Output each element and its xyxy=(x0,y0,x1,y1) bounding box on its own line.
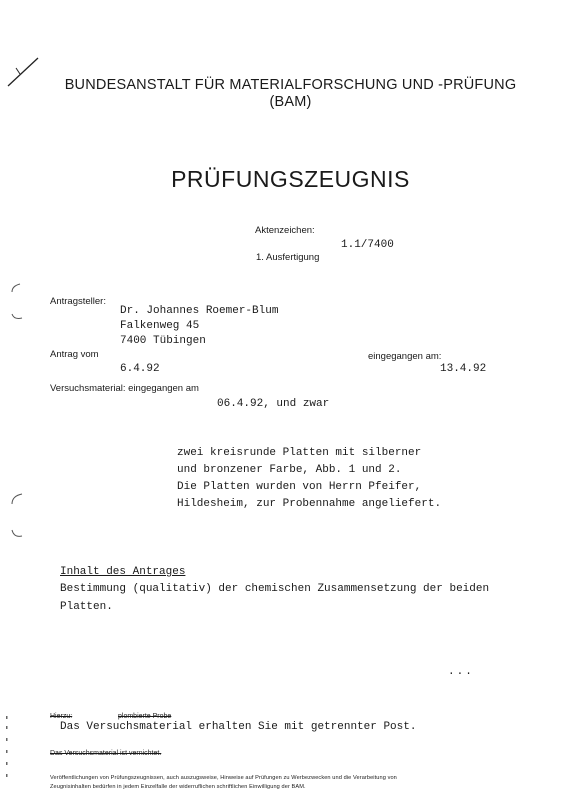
applicant-name: Dr. Johannes Roemer-Blum xyxy=(120,305,279,317)
continuation-dots: ... xyxy=(448,666,474,678)
request-date-label: Antrag vom xyxy=(50,349,99,360)
punch-hole-mark xyxy=(6,490,26,550)
received-date-label: eingegangen am: xyxy=(368,351,442,362)
request-content-line: Bestimmung (qualitativ) der chemischen Zusammensetzung der beiden xyxy=(60,583,490,595)
request-content-line: Platten. xyxy=(60,601,113,613)
institution-name: BUNDESANSTALT FÜR MATERIALFORSCHUNG UND -PRÜFUNG xyxy=(64,77,517,93)
edge-dots-mark xyxy=(2,712,12,792)
request-date: 6.4.92 xyxy=(120,363,160,375)
publication-notice-line: Veröffentlichungen von Prüfungszeugnissen, auch auszugsweise, Hinweise auf Prüfungen zu Werbezwecken und die Verarbeitung von xyxy=(50,775,397,781)
document-title: PRÜFUNGSZEUGNIS xyxy=(171,166,410,192)
sealed-sample-option: plombierte Probe xyxy=(118,713,172,720)
applicant-label: Antragsteller: xyxy=(50,296,106,307)
reference-number: 1.1/7400 xyxy=(341,239,394,251)
applicant-street: Falkenweg 45 xyxy=(120,320,200,332)
material-description-line: zwei kreisrunde Platten mit silberner xyxy=(177,447,422,459)
applicant-city: 7400 Tübingen xyxy=(120,335,206,347)
received-date: 13.4.92 xyxy=(440,363,487,375)
return-notice: Das Versuchsmaterial erhalten Sie mit getrennter Post. xyxy=(60,721,417,733)
reference-label: Aktenzeichen: xyxy=(255,225,315,236)
destroyed-option: Das Versuchsmaterial ist vernichtet. xyxy=(50,750,162,757)
material-description-line: und bronzener Farbe, Abb. 1 und 2. xyxy=(177,464,402,476)
material-description-line: Hildesheim, zur Probennahme angeliefert. xyxy=(177,498,442,510)
material-label: Versuchsmaterial: eingegangen am xyxy=(50,383,199,394)
material-description-line: Die Platten wurden von Herrn Pfeifer, xyxy=(177,481,422,493)
enclosure-label: Hierzu: xyxy=(50,713,73,720)
institution-abbreviation: (BAM) xyxy=(269,94,312,110)
punch-hole-mark xyxy=(6,280,26,330)
publication-notice-line: Zeugnisinhalten bedürfen in jedem Einzelfalle der widerruflichen schriftlichen Einwilligung der BAM. xyxy=(50,784,306,790)
request-content-heading: Inhalt des Antrages xyxy=(60,566,186,578)
material-received-date: 06.4.92, und zwar xyxy=(217,398,330,410)
copy-number: 1. Ausfertigung xyxy=(256,252,320,263)
